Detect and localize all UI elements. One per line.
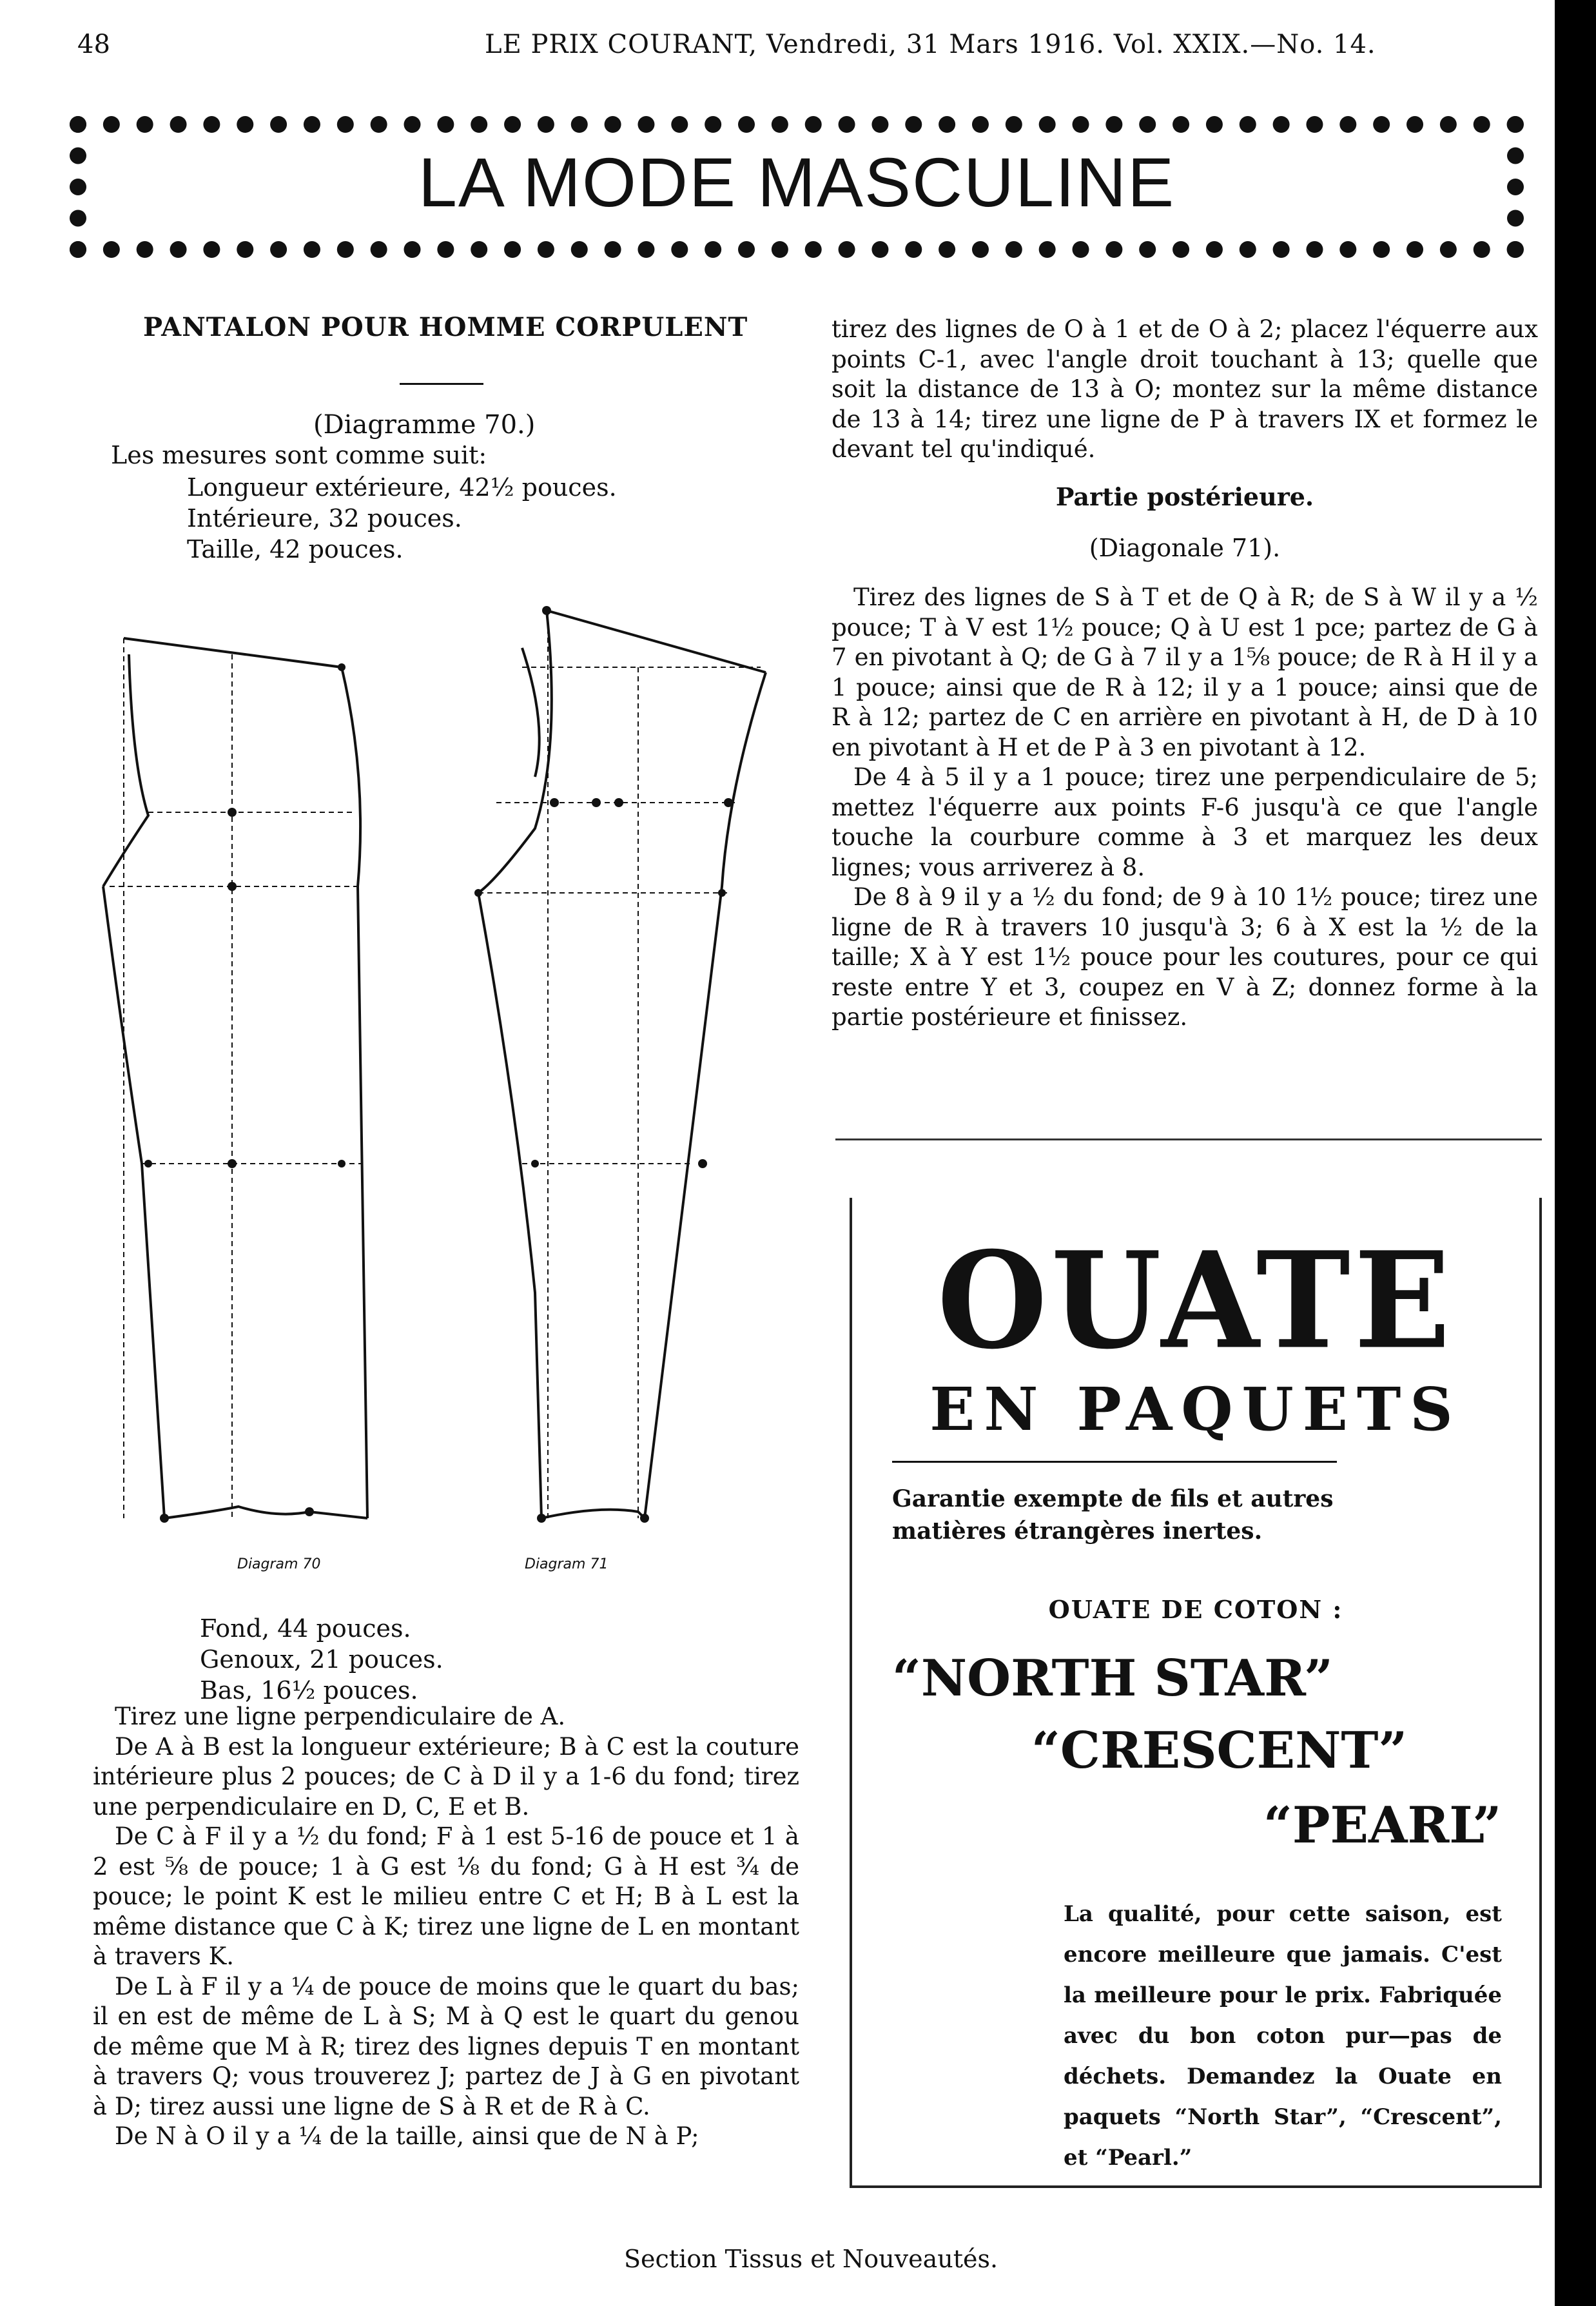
measure-line: Intérieure, 32 pouces. bbox=[187, 504, 462, 533]
advert-guarantee: Garantie exempte de fils et autres matières étrangères inertes. bbox=[892, 1485, 1334, 1545]
pattern-point bbox=[592, 798, 601, 807]
section-heading: Partie postérieure. bbox=[1055, 482, 1314, 511]
pattern-point bbox=[160, 1514, 169, 1523]
back-hem bbox=[541, 1510, 645, 1518]
advert-body: La qualité, pour cette saison, est encore meilleure que jamais. C'est la meilleure pour le prix. Fabriquée avec du bon coton pur—pas de déchets. Demandez la Ouate en paquets “North Star”, “Crescent”, et “Pearl.” bbox=[1064, 1901, 1502, 2171]
paragraph: Tirez des lignes de S à T et de Q à R; de S à W il y a ½ pouce; T à V est 1½ pouce; Q à U est 1 pce; partez de G à 7 en pivotant à Q; de G à 7 il y a 1⅝ pouce; de R à H il y a 1 pouce; ainsi que de R à 12; il y a 1 pouce; ainsi que de R à 12; partez de C en arrière en pivotant à H, de D à 10 en pivotant à H et de P à 3 en pivotant à 12. bbox=[832, 583, 1538, 761]
page-number: 48 bbox=[77, 30, 110, 59]
back-side-seam bbox=[645, 672, 766, 1518]
pattern-point bbox=[550, 798, 559, 807]
paragraph: De 8 à 9 il y a ½ du fond; de 9 à 10 1½ pouce; tirez une ligne de R à travers 10 jusqu'à 3; 6 à X est la ½ de la taille; X à Y est 1½ pouce pour les coutures, pour ce qui reste entre Y et 3, coupez en V à Z; donnez forme à la partie postérieure et finissez. bbox=[832, 883, 1538, 1031]
front-side-seam bbox=[342, 667, 367, 1518]
diagram-70-label: Diagram 70 bbox=[237, 1556, 321, 1572]
pattern-point bbox=[718, 889, 726, 897]
measure-line: Bas, 16½ pouces. bbox=[200, 1676, 418, 1705]
running-header: LE PRIX COURANT, Vendredi, 31 Mars 1916. Vol. XXIX.—No. 14. bbox=[485, 30, 1376, 59]
paragraph: De 4 à 5 il y a 1 pouce; tirez une perpendiculaire de 5; mettez l'équerre aux points F-6 jusqu'à ce que l'angle touche la courbure comme à 3 et marquez les deux lignes; vous arriverez à 8. bbox=[832, 763, 1538, 881]
front-inseam bbox=[103, 886, 164, 1518]
title-rule bbox=[400, 383, 483, 385]
column-rule bbox=[835, 1138, 1542, 1140]
advert-cotton-label: OUATE DE COTON : bbox=[1048, 1595, 1343, 1624]
page-edge-shadow bbox=[1555, 0, 1596, 2306]
advert-subhead: EN PAQUETS bbox=[929, 1374, 1462, 1444]
front-fly-curve bbox=[103, 654, 148, 886]
masthead-title: LA MODE MASCULINE bbox=[418, 143, 1176, 221]
pattern-point bbox=[542, 606, 551, 615]
advert-headline: OUATE bbox=[937, 1223, 1455, 1379]
trouser-pattern-diagram bbox=[84, 583, 767, 1563]
pattern-point bbox=[614, 798, 623, 807]
back-waist-line bbox=[547, 611, 766, 672]
back-seat-seam bbox=[478, 611, 552, 893]
diagram-caption: (Diagramme 70.) bbox=[313, 410, 536, 440]
front-waist-line bbox=[124, 638, 342, 667]
diagram-71-label: Diagram 71 bbox=[525, 1556, 608, 1572]
paragraph: De C à F il y a ½ du fond; F à 1 est 5-16 de pouce et 1 à 2 est ⅝ de pouce; 1 à G est ⅛ du fond; G à H est ¾ de pouce; le point K est le milieu entre C et H; B à L est la même distance que C à K; tirez une ligne de L en montant à travers K. bbox=[93, 1822, 799, 1970]
pattern-point bbox=[228, 882, 237, 891]
measure-line: Fond, 44 pouces. bbox=[200, 1614, 411, 1643]
pattern-point bbox=[338, 1160, 345, 1168]
advert-rule bbox=[892, 1461, 1337, 1463]
brand-crescent: “CRESCENT” bbox=[1031, 1721, 1408, 1780]
measure-line: Longueur extérieure, 42½ pouces. bbox=[187, 473, 617, 502]
right-column-continued bbox=[832, 315, 1538, 465]
pattern-point bbox=[144, 1160, 152, 1168]
pattern-point bbox=[724, 798, 733, 807]
pattern-point bbox=[474, 889, 482, 897]
paragraph: De A à B est la longueur extérieure; B à C est la couture intérieure plus 2 pouces; de C à D il y a 1-6 du fond; tirez une perpendiculaire en D, C, E et B. bbox=[93, 1732, 799, 1821]
brand-pearl: “PEARL” bbox=[1263, 1796, 1502, 1855]
pattern-point bbox=[537, 1514, 546, 1523]
pattern-point bbox=[338, 663, 345, 671]
pattern-point bbox=[640, 1514, 649, 1523]
section-subheading: (Diagonale 71). bbox=[1089, 534, 1281, 562]
paragraph: Tirez une ligne perpendiculaire de A. bbox=[115, 1703, 566, 1730]
back-inseam bbox=[478, 893, 541, 1518]
article-title: PANTALON POUR HOMME CORPULENT bbox=[143, 312, 748, 342]
front-hem bbox=[164, 1507, 367, 1518]
measure-line: Taille, 42 pouces. bbox=[187, 535, 404, 563]
pattern-point bbox=[305, 1507, 314, 1516]
pattern-point bbox=[228, 808, 237, 817]
right-column-text bbox=[832, 583, 1538, 1033]
measures-intro: Les mesures sont comme suit: bbox=[111, 441, 487, 469]
paragraph: tirez des lignes de O à 1 et de O à 2; placez l'équerre aux points C-1, avec l'angle droit touchant à 13; quelle que soit la distance de 13 à O; montez sur la même distance de 13 à 14; tirez une ligne de P à travers IX et formez le devant tel qu'indiqué. bbox=[832, 315, 1538, 463]
paragraph: De L à F il y a ¼ de pouce de moins que le quart du bas; il en est de même de L à S; M à Q est le quart du genou de même que M à R; tirez des lignes depuis T en montant à travers Q; vous trouverez J; partez de J à G en pivotant à D; tirez aussi une ligne de S à R et de R à C. bbox=[93, 1972, 799, 2120]
pattern-point bbox=[698, 1159, 707, 1168]
pattern-point bbox=[228, 1159, 237, 1168]
brand-north-star: “NORTH STAR” bbox=[892, 1649, 1333, 1708]
paragraph: De N à O il y a ¼ de la taille, ainsi que de N à P; bbox=[115, 2122, 699, 2150]
left-column-text bbox=[93, 1702, 799, 2152]
measure-line: Genoux, 21 pouces. bbox=[200, 1645, 443, 1674]
pattern-point bbox=[531, 1160, 539, 1168]
page-footer: Section Tissus et Nouveautés. bbox=[624, 2245, 998, 2273]
